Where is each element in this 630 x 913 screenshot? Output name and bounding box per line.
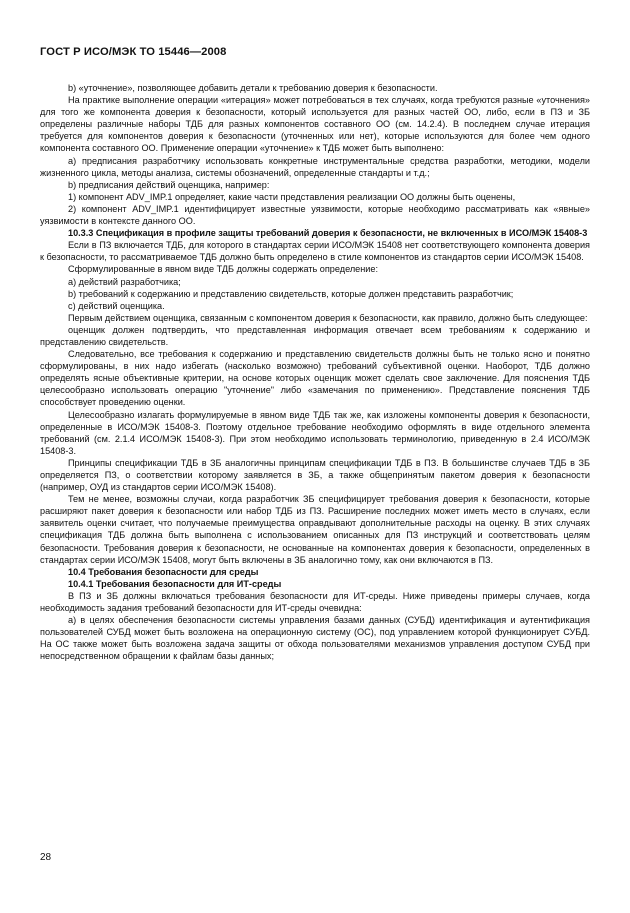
paragraph: оценщик должен подтвердить, что представленная информация отвечает всем требованиям к содержанию и представлению свидетельств. — [40, 324, 590, 347]
paragraph: а) предписания разработчику использовать конкретные инструментальные средства разработки, методики, модели жизненного цикла, методы анализа, системы обозначений, определенные стандарты и т.д.; — [40, 155, 590, 178]
paragraph: 2) компонент ADV_IMP.1 идентифицирует известные уязвимости, которые необходимо рассматривать как «явные» уязвимости в контексте данного ОО. — [40, 203, 590, 227]
paragraph: Тем не менее, возможны случаи, когда разработчик ЗБ специфицирует требования доверия к безопасности, которые расширяют пакет доверия к безопасности или набор ТДБ из ПЗ. Расширение последних может иметь место в случаях, если заявитель оценки считает, что получаемые преимущества оправдывают дополнительные расходы на оценку. В этих случаях спецификация ТДБ должна быть выполнена с использованием описанных для ПЗ инструкций и соответствовать целям безопасности. Требования доверия к безопасности, не основанные на компонентах доверия к безопасности, определенных в стандартах серии ИСО/МЭК 15408, могут быть включены в ЗБ аналогично тому, как они включаются в ПЗ. — [40, 494, 590, 565]
page-number: 28 — [40, 852, 52, 863]
paragraph: а) в целях обеспечения безопасности системы управления базами данных (СУБД) идентификация и аутентификация пользователей СУБД может быть возложена на операционную систему (ОС), под управлением которой функционирует СУБД. На ОС также может быть возложена задача защиты от обхода пользователями механизмов управления доступом СУБД при непосредственном обращении к файлам базы данных; — [40, 615, 590, 662]
section-heading: 10.4 Требования безопасности для среды — [68, 566, 259, 577]
paragraph: На практике выполнение операции «итерация» может потребоваться в тех случаях, когда требуются разные «уточнения» для того же компонента доверия к безопасности, который используется для разных частей ОО, либо, если в ПЗ и ЗБ определены различные наборы ТДБ для разных компонентов составного ОО (см. 14.2.4). В последнем случае итерация требуется для компонентов доверия к безопасности (уточненных или нет), которые используются для более чем одного компонента составного ОО. Применение операции «уточнение» к ТДБ может быть выполнено: — [40, 95, 590, 154]
section-heading: 10.4.1 Требования безопасности для ИТ-среды — [68, 578, 282, 589]
paragraph: В ПЗ и ЗБ должны включаться требования безопасности для ИТ-среды. Ниже приведены примеры случаев, когда необходимость задания требований безопасности для ИТ-среды очевидна: — [40, 590, 590, 614]
paragraph: Если в ПЗ включается ТДБ, для которого в стандартах серии ИСО/МЭК 15408 нет соответствующего компонента доверия к безопасности, то рассматриваемое ТДБ должно быть определено в стиле компонентов из стандартов серии ИСО/МЭК 15408. — [40, 240, 590, 263]
paragraph: b) предписания действий оценщика, например: — [68, 179, 270, 190]
paragraph: b) требований к содержанию и представлению свидетельств, которые должен представить разработчик; — [68, 288, 514, 299]
paragraph: с) действий оценщика. — [68, 300, 165, 311]
paragraph: Целесообразно излагать формулируемые в явном виде ТДБ так же, как изложены компоненты доверия к безопасности, определенные в ИСО/МЭК 15408-3. Поэтому отдельное требование необходимо оформлять в виде отдельного элемента требований (см. 2.1.4 ИСО/МЭК 15408-3). При этом необходимо использовать терминологию, приведенную в 2.4 ИСО/МЭК 15408-3. — [40, 409, 590, 456]
paragraph: Первым действием оценщика, связанным с компонентом доверия к безопасности, как правило, должно быть следующее: — [68, 312, 588, 323]
document-header: ГОСТ Р ИСО/МЭК ТО 15446—2008 — [40, 46, 227, 58]
paragraph: а) действий разработчика; — [68, 276, 181, 287]
document-body — [40, 82, 590, 663]
section-heading: 10.3.3 Спецификация в профиле защиты требований доверия к безопасности, не включенных в ИСО/МЭК 15408-3 — [68, 228, 588, 239]
paragraph: Сформулированные в явном виде ТДБ должны содержать определение: — [68, 264, 378, 275]
paragraph: Следовательно, все требования к содержанию и представлению свидетельств должны быть не только ясно и понятно сформулированы, в них надо избегать (насколько возможно) требований субъективной оценки. Наоборот, ТДБ должно определять ясные объективные критерии, на основе которых оценщик может сделать свое заключение. Для пояснения ТДБ целесообразно использовать операцию "уточнение" либо «замечания по применению». Представление пояснения ТДБ способствует проведению оценки. — [40, 349, 590, 408]
paragraph: Принципы спецификации ТДБ в ЗБ аналогичны принципам спецификации ТДБ в ПЗ. В большинстве случаев ТДБ в ЗБ определяется ПЗ, о соответствии которому заявляется в ЗБ, а также общепринятым пакетом доверия к безопасности (например, ОУД из стандартов серии ИСО/МЭК 15408). — [40, 457, 590, 493]
paragraph: 1) компонент ADV_IMP.1 определяет, какие части представления реализации ОО должны быть оценены, — [68, 191, 516, 202]
paragraph: b) «уточнение», позволяющее добавить детали к требованию доверия к безопасности. — [68, 83, 438, 93]
